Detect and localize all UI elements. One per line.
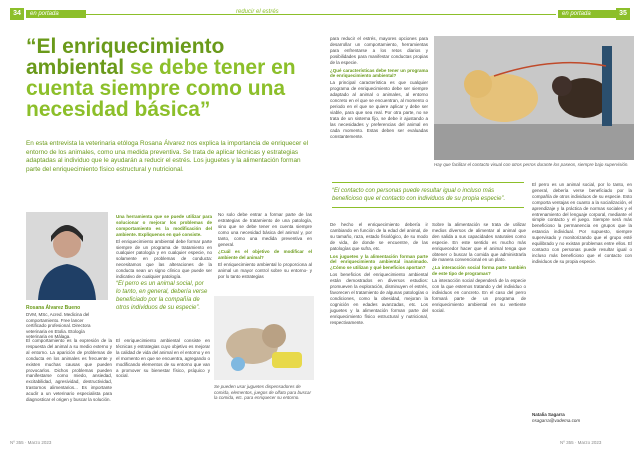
question-1: Una herramienta que se puede utilizar para solucionar o mejorar los problemas de comportamiento es la modificación del ambiente. Explíquenos en qué consiste. bbox=[116, 214, 212, 237]
article-lead: En esta entrevista la veterinaria etóloga Rosana Álvarez nos explica la importancia de enriquecer el entorno de los animales, como una medida preventiva. Se trata de aplicar técnicas y estrategias adaptadas al individuo que le ayudarán a reducir el estrés. Los juguetes y la alimentación forman parte del enriquecimiento físico estructural y nutricional. bbox=[26, 140, 309, 173]
left-header bbox=[0, 8, 320, 20]
dog-caption: Hay que facilitar el contacto visual con otros perros durante los paseos, siempre bajo supervisión. bbox=[434, 162, 629, 167]
answer-2-cont: para reducir el estrés, mayores opciones para desarrollar un comportamiento, herramientas para enfrentarse a los retos diarios y posibilidades para manifestar conductas propias de la especie. bbox=[330, 36, 428, 65]
right-col-1 bbox=[330, 36, 428, 139]
answer-5: La interacción social dependerá de la especie con la que estemos tratando y del individuo o individuos en concreto. En el caso del perro formará parte de un programa de enriquecimiento ambiental en su vertiente social. bbox=[432, 278, 526, 313]
dog-toy-illustration bbox=[214, 296, 314, 380]
answer-1: El enriquecimiento ambiental debe formar parte siempre de un programa de tratamiento en cualquier patología y en cualquier especie, no solamente en problemas de conducta: necesitamos que las alteraciones de la conducta sean un signo clínico que puede ser indicativo de cualquier patología. bbox=[116, 238, 212, 280]
question-4: Los juguetes y la alimentación forman parte del enriquecimiento ambiental inanimado. ¿Cómo se utilizan y qué beneficios aportan? bbox=[330, 253, 428, 271]
left-col-1 bbox=[116, 212, 212, 280]
question-3: ¿Qué características debe tener un programa de enriquecimiento ambiental? bbox=[330, 67, 428, 79]
portrait-photo bbox=[26, 212, 108, 300]
title-quote: “El enriquecimiento ambiental bbox=[26, 35, 225, 79]
left-col-4: El enriquecimiento ambiental consiste en técnicas y estrategias cuyo objetivo es mejorar la calidad de vida del animal en el entorno y en el momento en que se encuentra, agregando o modificando elementos de su entorno que van a promover su bienestar físico, psíquico y social. bbox=[116, 338, 210, 379]
right-col-4: El perro es un animal social, por lo tanto, en general, debería verse beneficiado por la compañía de otros individuos de su especie. Esto comporta ventajas en cuanto a la socialización, el aprendizaje y la práctica de normas sociales y el entrenamiento del lenguaje corporal, mediante el simple contacto y el juego. Siempre será más beneficioso la permanencia en grupos que la estancia individual. Por supuesto, siempre supervisado y monitorizando que el grupo esté equilibrado y no existan problemas entre ellos. El contacto con personas puede resultar igual o incluso más beneficioso que el contacto con individuos de su propia especie. bbox=[532, 182, 632, 264]
answer-3: La principal característica es que cualquier programa de enriquecimiento debe ser siempre adaptado al animal o animales, al entorno concreto en el que se encuentran, al momento o periodo en el que se quiere aplicar y debe ser viable, para que sea real. Por otra parte, no se trata de un sistema fijo, se debe ir ajustando a las necesidades y preferencias del animal en cada momento. Estas deben ser evaluadas constantemente. bbox=[330, 80, 428, 139]
right-col-3 bbox=[432, 222, 526, 314]
pull-quote: “El perro es un animal social, por lo tanto, en general, debería verse beneficiado por la compañía de otros individuos de su especie”. bbox=[116, 281, 208, 311]
toy-caption: Se pueden usar juguetes dispensadores de comida, elementos, juegos de olfato para buscar la comida, etc. para enriquecer su entorno. bbox=[214, 384, 312, 400]
author-name: Natalia Sagarra bbox=[532, 412, 565, 417]
right-col-2 bbox=[330, 222, 428, 325]
left-col-3: El comportamiento es la expresión de la respuesta del animal a su medio externo y al entorno. La aparición de problemas de conducta en los animales es frecuente y existen muchas causas que pueden provocarlos. Dichos problemas pueden manifestarse como miedo, ansiedad, excitabilidad, agresividad, destructividad, trastornos alimentarios... Es importante acudir a un veterinario especialista para diagnosticar el origen y buscar la solución. bbox=[26, 338, 112, 403]
page-number: 35 bbox=[616, 8, 630, 20]
question-2: ¿Cuál es el objetivo de modificar el ambiente del animal? bbox=[218, 249, 312, 261]
pull-quote: “El contacto con personas puede resultar igual o incluso más beneficioso que el contacto con individuos de su propia especie”. bbox=[332, 182, 524, 208]
dog-photo bbox=[434, 36, 634, 160]
question-5: ¿La interacción social forma parte también de este tipo de programas? bbox=[432, 265, 526, 277]
header-rule bbox=[84, 14, 320, 15]
bio-text: DVM, MSc, Acred. Medicina del comportamiento. Free lancer certificado profesional. Directora veterinaria en Etolia. Etología veterinaria en Málaga. bbox=[26, 312, 91, 339]
right-header bbox=[320, 8, 640, 20]
dog-illustration bbox=[434, 36, 634, 160]
text-col-c: De hecho el enriquecimiento debería ir cambiando en función de la edad del animal, de su tamaño, raza, estado fisiológico, de su modo de vida, de donde se encuentre, de las patologías que sufra, etc. bbox=[330, 222, 428, 251]
article-title bbox=[26, 36, 306, 120]
right-footer: Nº 355 · Marzo 2023 bbox=[560, 440, 602, 445]
header-rule bbox=[320, 14, 556, 15]
running-head: reducir el estrés bbox=[236, 9, 279, 15]
section-band: en portada bbox=[558, 10, 618, 18]
answer-4: Los beneficios del enriquecimiento ambiental están demostrados en diversos estudios: promueven la exploración, disminuyen el estrés, favorecen el tratamiento de algunas patologías o condiciones, como la obesidad, mejoran la cognición en edades avanzadas, etc. Los juguetes y la alimentación forman parte del enriquecimiento físico estructural y nutricional, respectivamente. bbox=[330, 272, 428, 325]
left-col-2 bbox=[218, 212, 312, 280]
signature bbox=[532, 412, 580, 424]
left-footer: Nº 355 · Marzo 2023 bbox=[10, 440, 52, 445]
answer-2: El enriquecimiento ambiental lo proporciona al animal un mayor control sobre su entorno- y por lo tanto estrategias bbox=[218, 262, 312, 280]
bio-name: Rosana Álvarez Bueno bbox=[26, 305, 81, 311]
author-email[interactable]: nsagarra@vadema.com bbox=[532, 418, 581, 423]
title-rest: se debe tener en cuenta siempre como una necesidad básica” bbox=[26, 56, 296, 121]
portrait-illustration bbox=[26, 212, 108, 300]
right-page bbox=[320, 0, 640, 452]
toy-photo bbox=[214, 296, 314, 380]
page-number: 34 bbox=[10, 8, 24, 20]
answer-1b: No solo debe entrar a formar parte de las estrategias de tratamiento de una patología, sino que se debe tener en cuenta siempre como una necesidad básica del animal y, por tanto, como una medida preventiva en general. bbox=[218, 212, 312, 247]
text-col-d: Sobre la alimentación se trata de utilizar medios diversos de alimentar al animal que den salida a sus capacidades naturales como especie. En este sentido es mucho más enriquecedor hacer que el animal tenga que obtener o buscar la comida que administrarla de manera convencional en un plato. bbox=[432, 222, 526, 263]
section-band: en portada bbox=[26, 10, 86, 18]
